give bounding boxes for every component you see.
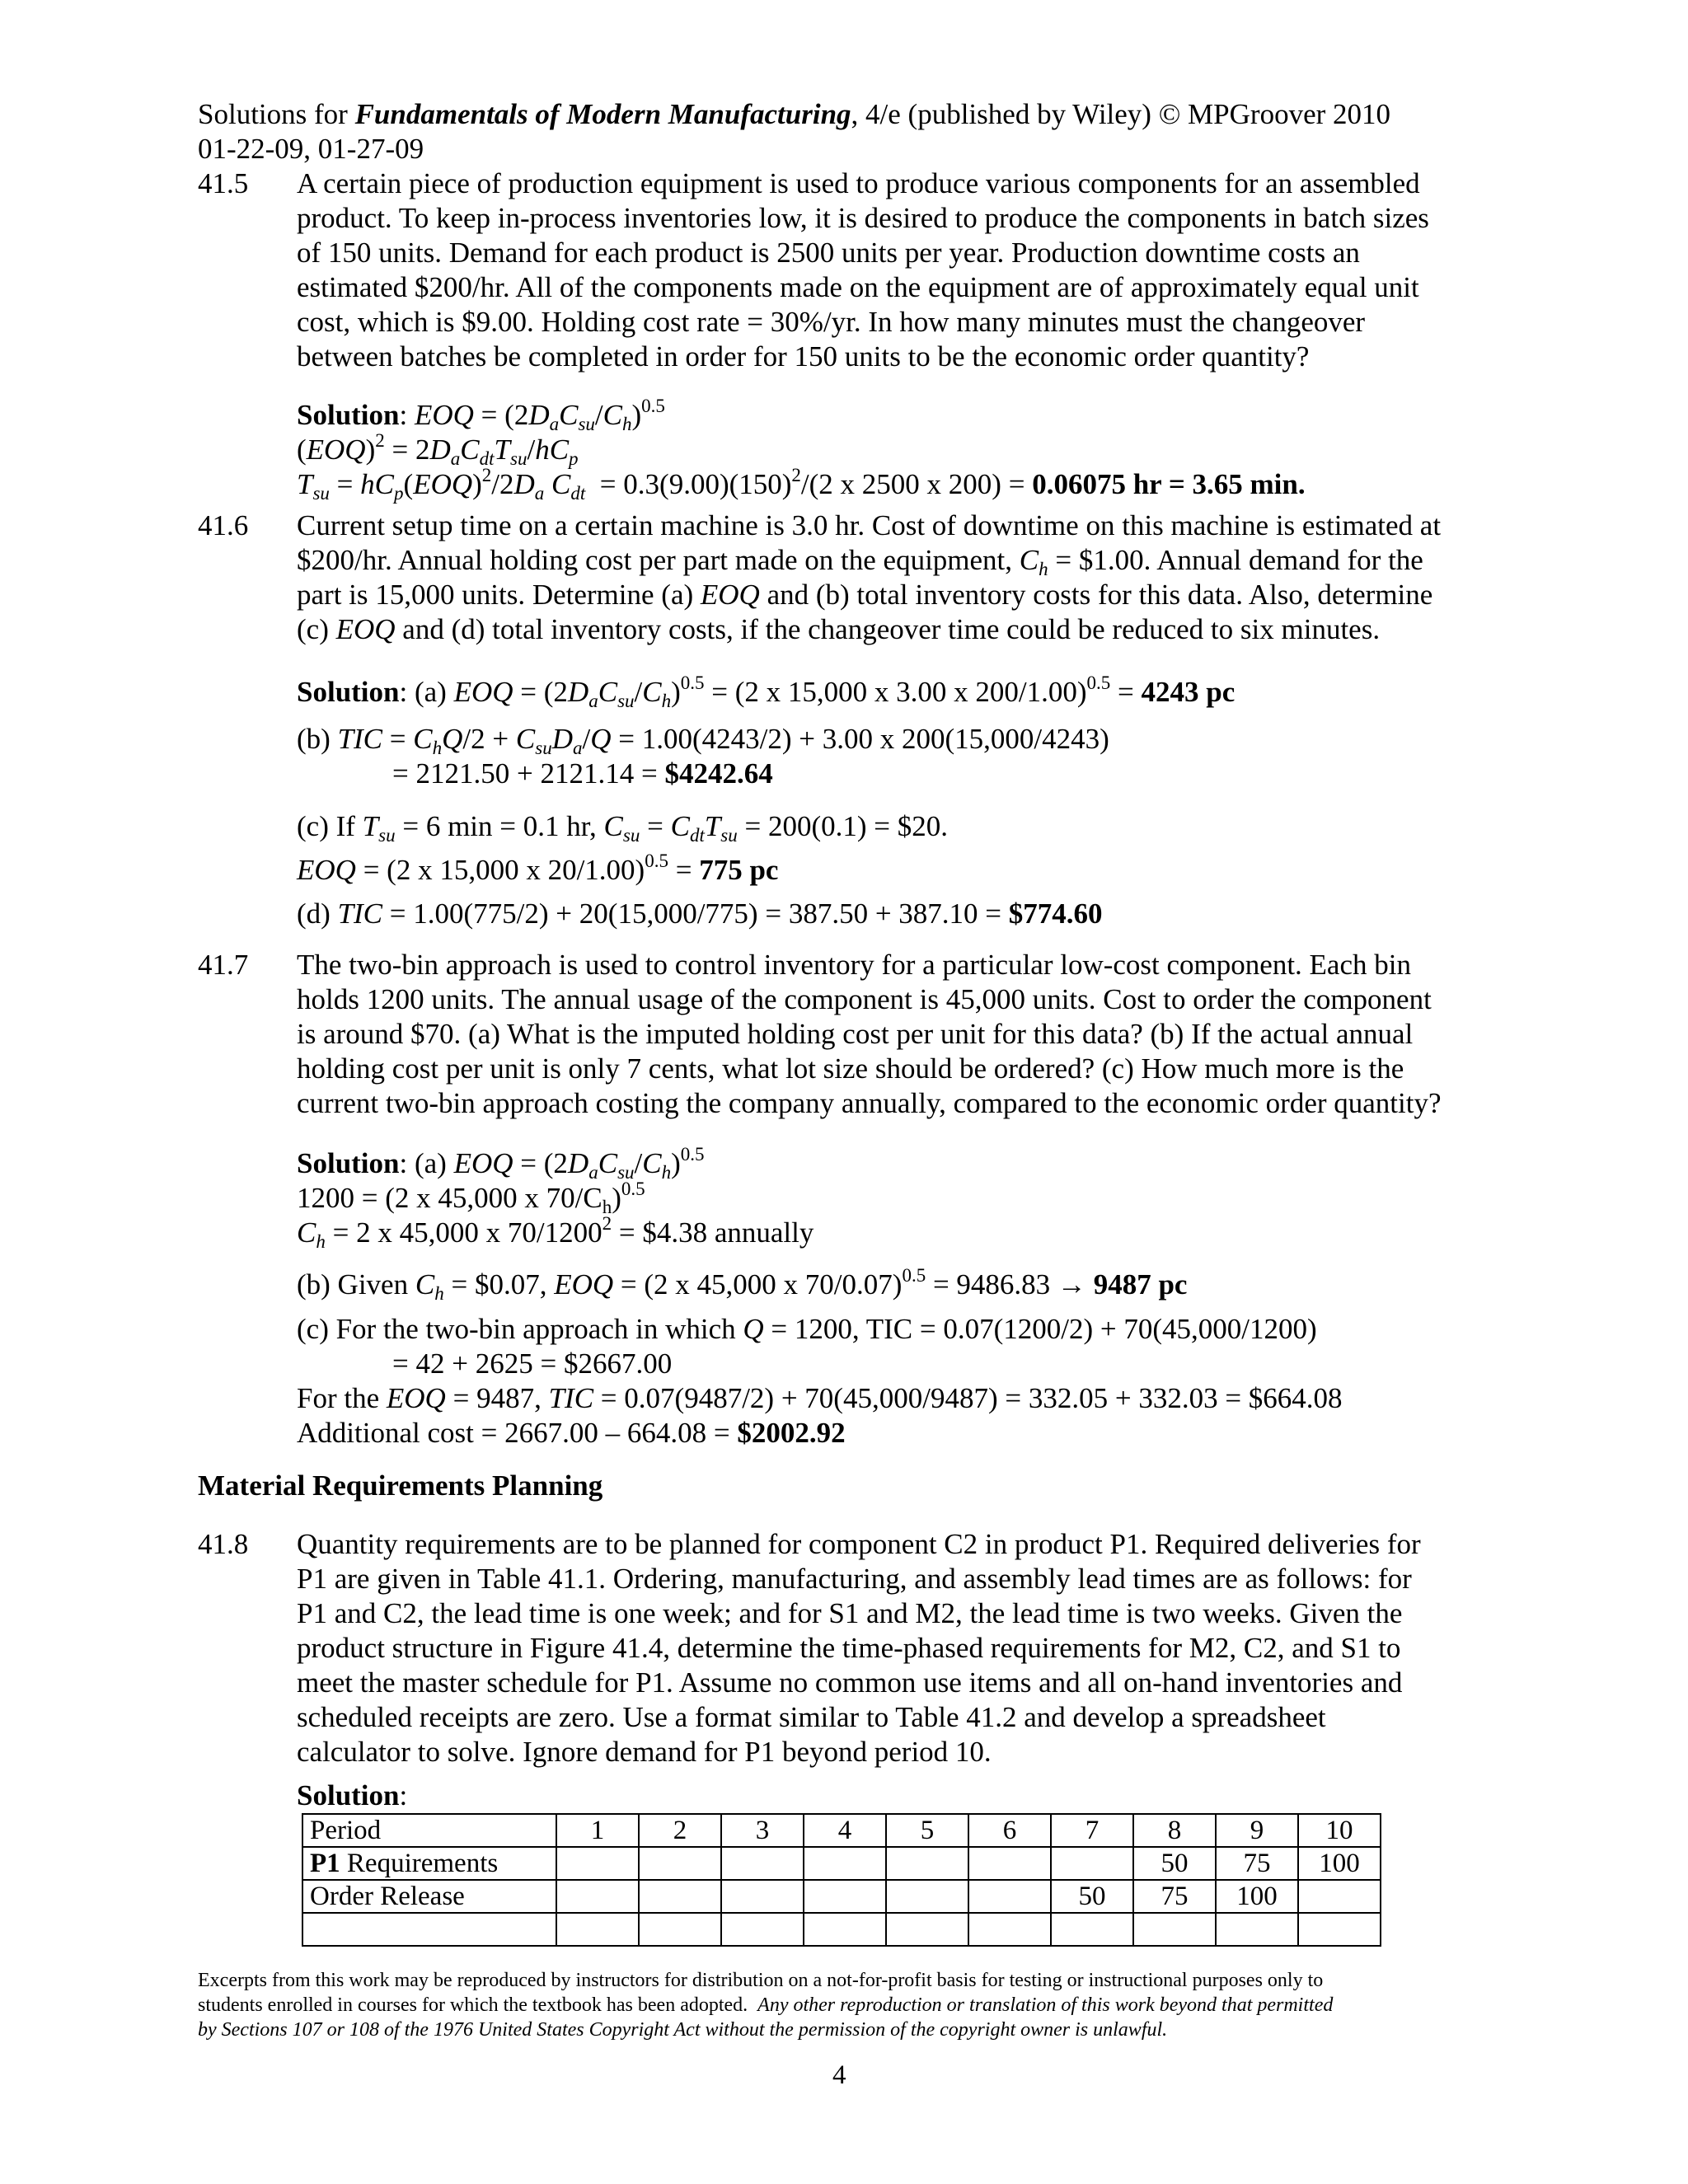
table-cell xyxy=(1051,1847,1133,1880)
solution-label: Solution xyxy=(297,399,400,431)
problem-text-line: (c) EOQ and (d) total inventory costs, if the changeover time could be reduced to six minutes. xyxy=(297,613,1381,645)
table-cell xyxy=(968,1880,1051,1913)
table-row-label xyxy=(302,1913,556,1946)
footer-text: students enrolled in courses for which the textbook has been adopted. xyxy=(198,1994,748,2016)
header-suffix: , 4/e (published by Wiley) © MPGroover 2010 xyxy=(851,98,1391,130)
problem-number: 41.6 xyxy=(198,509,249,541)
table-cell xyxy=(639,1913,721,1946)
table-cell xyxy=(886,1880,968,1913)
table-cell: 50 xyxy=(1133,1847,1216,1880)
table-cell: 10 xyxy=(1298,1814,1381,1847)
header-line xyxy=(198,97,1390,132)
problem-text-line: of 150 units. Demand for each product is 2500 units per year. Production downtime costs an xyxy=(297,237,1360,269)
problem-text-line: The two-bin approach is used to control inventory for a particular low-cost component. Each bin xyxy=(297,949,1411,981)
problem-text-line: between batches be completed in order for 150 units to be the economic order quantity? xyxy=(297,340,1310,373)
solution-line: (b) Given $C_h$ = $0.07, EOQ = (2 x 45,000 x 70/0.07)$^{0.5}$ = 9486.83 → 9487 pc xyxy=(297,1265,1188,1304)
result-value: 775 pc xyxy=(699,854,779,886)
table-cell xyxy=(639,1880,721,1913)
footer-line xyxy=(198,1993,1333,2018)
header-prefix: Solutions for xyxy=(198,98,355,130)
table-cell xyxy=(968,1847,1051,1880)
mrp-table xyxy=(302,1813,1381,1947)
solution-line: Solution: (a) EOQ = $(2D_aC_{su}/C_h)^{0.5}$ xyxy=(297,1144,705,1183)
footer-line: Excerpts from this work may be reproduced by instructors for distribution on a not-for-profit basis for testing or instructional purposes only to xyxy=(198,1970,1324,1991)
result-value: 0.06075 hr = 3.65 min. xyxy=(1032,468,1306,500)
table-cell xyxy=(1051,1913,1133,1946)
table-row-label: Order Release xyxy=(302,1880,556,1913)
result-value: $4242.64 xyxy=(664,757,773,790)
table-cell xyxy=(556,1880,639,1913)
table-cell xyxy=(721,1880,804,1913)
result-value: $774.60 xyxy=(1008,898,1103,930)
table-row xyxy=(302,1814,1381,1847)
problem-text-line: product. To keep in-process inventories low, it is desired to produce the components in batch sizes xyxy=(297,202,1429,234)
problem-text-line: is around $70. (a) What is the imputed holding cost per unit for this data? (b) If the actual annual xyxy=(297,1018,1414,1050)
problem-text-line: P1 and C2, the lead time is one week; and for S1 and M2, the lead time is two weeks. Given the xyxy=(297,1597,1403,1629)
result-value: 9487 pc xyxy=(1093,1268,1188,1301)
table-cell xyxy=(1133,1913,1216,1946)
table-cell xyxy=(721,1913,804,1946)
table-cell xyxy=(1298,1913,1381,1946)
book-title: Fundamentals of Modern Manufacturing xyxy=(354,98,851,130)
solution-line: = 42 + 2625 = $2667.00 xyxy=(392,1347,673,1380)
solution-line: EOQ = (2 x 15,000 x 20/1.00)$^{0.5}$ = 775 pc xyxy=(297,851,779,886)
table-cell xyxy=(556,1913,639,1946)
solution-line: Solution: EOQ = $(2D_aC_{su}/C_h)^{0.5}$ xyxy=(297,396,665,434)
problem-text-line: $200/hr. Annual holding cost per part made on the equipment, $C_h$ = $1.00. Annual demand for the xyxy=(297,544,1423,579)
footer-text-italic: Any other reproduction or translation of this work beyond that permitted xyxy=(757,1994,1334,2016)
table-cell xyxy=(1216,1913,1298,1946)
solution-label: Solution xyxy=(297,676,400,708)
problem-text-line: Current setup time on a certain machine is 3.0 hr. Cost of downtime on this machine is estimated at xyxy=(297,509,1442,541)
problem-text-line: meet the master schedule for P1. Assume no common use items and all on-hand inventories and xyxy=(297,1666,1403,1699)
table-cell xyxy=(1298,1880,1381,1913)
solution-line: Solution: (a) EOQ = $(2D_aC_{su}/C_h)^{0.5} = (2$ x 15,000 x 3.00 x 200/1.00)$^{0.5}$ = 4243 pc xyxy=(297,673,1236,711)
solution-line: Additional cost = 2667.00 – 664.08 = $2002.92 xyxy=(297,1417,846,1449)
table-cell: 1 xyxy=(556,1814,639,1847)
solution-line: $C_h = 2$ x 45,000 x $70/1200^2$ = $4.38 annually xyxy=(297,1213,814,1252)
problem-text-line: product structure in Figure 41.4, determine the time-phased requirements for M2, C2, and S1 to xyxy=(297,1632,1401,1664)
section-heading: Material Requirements Planning xyxy=(198,1469,603,1502)
table-cell: 9 xyxy=(1216,1814,1298,1847)
text-span: (c) xyxy=(297,613,329,645)
problem-number: 41.7 xyxy=(198,949,249,981)
table-cell: 3 xyxy=(721,1814,804,1847)
problem-text-line: Quantity requirements are to be planned for component C2 in product P1. Required deliveries for xyxy=(297,1528,1421,1560)
solution-label: Solution xyxy=(297,1147,400,1179)
table-cell xyxy=(804,1913,886,1946)
problem-text-line: P1 are given in Table 41.1. Ordering, manufacturing, and assembly lead times are as follows: for xyxy=(297,1563,1412,1595)
text-span: $200/hr. Annual holding cost per part made on the equipment, xyxy=(297,544,1013,576)
table-cell: 4 xyxy=(804,1814,886,1847)
footer-text-italic: by Sections 107 or 108 of the 1976 United States Copyright Act without the permission of the copyright owner is unlawful. xyxy=(198,2019,1168,2041)
table-cell: 8 xyxy=(1133,1814,1216,1847)
table-cell xyxy=(556,1847,639,1880)
solution-line: $T_{su} = hC_p(EOQ)^2/2D_a$ $C_{dt} = 0.3(9.00)(150)^2/(2$ x 2500 x 200) = 0.06075 hr = 3.65 min. xyxy=(297,465,1306,504)
table-cell xyxy=(804,1847,886,1880)
problem-number: 41.8 xyxy=(198,1528,249,1560)
footer-line xyxy=(198,2018,1167,2042)
problem-text-line: part is 15,000 units. Determine (a) EOQ and (b) total inventory costs for this data. Also, determine xyxy=(297,579,1433,611)
solution-line: $(EOQ)^2 = 2D_aC_{dt}T_{su}/hC_p$ xyxy=(297,430,579,469)
table-cell xyxy=(886,1913,968,1946)
problem-number: 41.5 xyxy=(198,167,249,199)
table-cell: 2 xyxy=(639,1814,721,1847)
problem-text-line: holds 1200 units. The annual usage of the component is 45,000 units. Cost to order the component xyxy=(297,983,1432,1015)
header-dates: 01-22-09, 01-27-09 xyxy=(198,133,424,165)
table-cell: 5 xyxy=(886,1814,968,1847)
table-cell: 7 xyxy=(1051,1814,1133,1847)
solution-line: (d) TIC = 1.00(775/2) + 20(15,000/775) = 387.50 + 387.10 = $774.60 xyxy=(297,898,1103,930)
solution-line: = 2121.50 + 2121.14 = $4242.64 xyxy=(392,757,773,790)
table-cell xyxy=(804,1880,886,1913)
problem-text-line: holding cost per unit is only 7 cents, what lot size should be ordered? (c) How much more is the xyxy=(297,1052,1404,1085)
table-cell: 100 xyxy=(1298,1847,1381,1880)
solution-label: Solution xyxy=(297,1779,400,1811)
result-value: 4243 pc xyxy=(1141,676,1236,708)
table-row-label: Period xyxy=(302,1814,556,1847)
table-cell: 6 xyxy=(968,1814,1051,1847)
result-value: $2002.92 xyxy=(737,1417,846,1449)
problem-text-line: calculator to solve. Ignore demand for P1 beyond period 10. xyxy=(297,1736,992,1768)
solution-line: Solution: xyxy=(297,1779,408,1811)
solution-line: (c) If $T_{su} = 6$ min = 0.1 hr, $C_{su} = C_{dt}T_{su} = 200(0.1)$ = $20. xyxy=(297,810,949,846)
text-span: part is 15,000 units. Determine (a) xyxy=(297,579,694,611)
problem-text-line: scheduled receipts are zero. Use a format similar to Table 41.2 and develop a spreadsheet xyxy=(297,1701,1326,1733)
table-cell xyxy=(721,1847,804,1880)
table-row-label: P1 Requirements xyxy=(302,1847,556,1880)
solution-line: (c) For the two-bin approach in which Q = 1200, TIC = 0.07(1200/2) + 70(45,000/1200) xyxy=(297,1313,1317,1345)
table-cell: 100 xyxy=(1216,1880,1298,1913)
solution-line: For the EOQ = 9487, TIC = 0.07(9487/2) + 70(45,000/9487) = 332.05 + 332.03 = $664.08 xyxy=(297,1382,1343,1414)
problem-text-line: cost, which is $9.00. Holding cost rate = 30%/yr. In how many minutes must the changeover xyxy=(297,306,1366,338)
table-row xyxy=(302,1880,1381,1913)
table-cell: 75 xyxy=(1133,1880,1216,1913)
table-cell xyxy=(968,1913,1051,1946)
problem-text-line: A certain piece of production equipment is used to produce various components for an assembled xyxy=(297,167,1420,199)
table-cell xyxy=(886,1847,968,1880)
solution-line: (b) TIC = $C_hQ/2 + C_{su}D_a/Q = 1.00(4243/2) + 3.00$ x 200(15,000/4243) xyxy=(297,723,1109,758)
table-cell: 50 xyxy=(1051,1880,1133,1913)
solution-line: 1200 = (2 x 45,000 x $70/C_h)^{0.5}$ xyxy=(297,1179,645,1217)
table-row xyxy=(302,1913,1381,1946)
problem-text-line: estimated $200/hr. All of the components made on the equipment are of approximately equal unit xyxy=(297,271,1419,303)
table-cell xyxy=(639,1847,721,1880)
problem-text-line: current two-bin approach costing the company annually, compared to the economic order quantity? xyxy=(297,1087,1442,1119)
table-cell: 75 xyxy=(1216,1847,1298,1880)
table-row xyxy=(302,1847,1381,1880)
page-number: 4 xyxy=(832,2060,846,2090)
